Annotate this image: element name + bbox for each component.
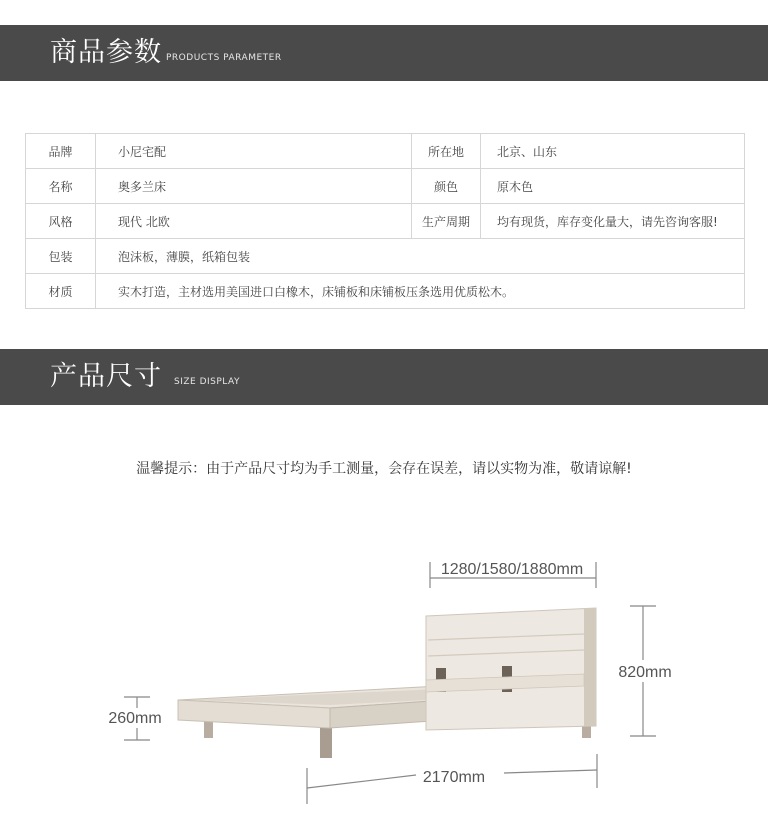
name-label: 名称 (26, 169, 96, 204)
material-label: 材质 (26, 274, 96, 309)
section-header-size (0, 349, 768, 405)
bed-dimension-diagram (0, 540, 768, 826)
color-value: 原木色 (481, 169, 745, 204)
table-row (26, 134, 745, 169)
width-label: 1280/1580/1880mm (440, 561, 584, 578)
table-row (26, 169, 745, 204)
section-title: 产品尺寸 (50, 361, 162, 392)
name-value: 奥多兰床 (96, 169, 412, 204)
brand-label: 品牌 (26, 134, 96, 169)
style-label: 风格 (26, 204, 96, 239)
section-subtitle: PRODUCTS PARAMETER (166, 53, 282, 63)
style-value: 现代 北欧 (96, 204, 412, 239)
cycle-label: 生产周期 (412, 204, 481, 239)
table-row (26, 274, 745, 309)
length-label: 2170mm (422, 769, 486, 786)
section-header-params (0, 25, 768, 81)
size-notice: 温馨提示：由于产品尺寸均为手工测量，会存在误差，请以实物为准，敬请谅解! (136, 461, 632, 477)
package-value: 泡沫板，薄膜，纸箱包装 (96, 239, 745, 274)
head-height-label: 820mm (618, 664, 672, 681)
package-label: 包装 (26, 239, 96, 274)
color-label: 颜色 (412, 169, 481, 204)
section-subtitle: SIZE DISPLAY (174, 377, 240, 387)
section-title: 商品参数 (50, 37, 162, 68)
location-label: 所在地 (412, 134, 481, 169)
location-value: 北京、山东 (481, 134, 745, 169)
bed-illustration (178, 608, 596, 758)
params-table (25, 133, 745, 309)
table-row (26, 239, 745, 274)
bed-height-label: 260mm (108, 710, 162, 727)
cycle-value: 均有现货，库存变化量大，请先咨询客服! (481, 204, 745, 239)
table-row (26, 204, 745, 239)
material-value: 实木打造，主材选用美国进口白橡木，床铺板和床铺板压条选用优质松木。 (96, 274, 745, 309)
brand-value: 小尼宅配 (96, 134, 412, 169)
